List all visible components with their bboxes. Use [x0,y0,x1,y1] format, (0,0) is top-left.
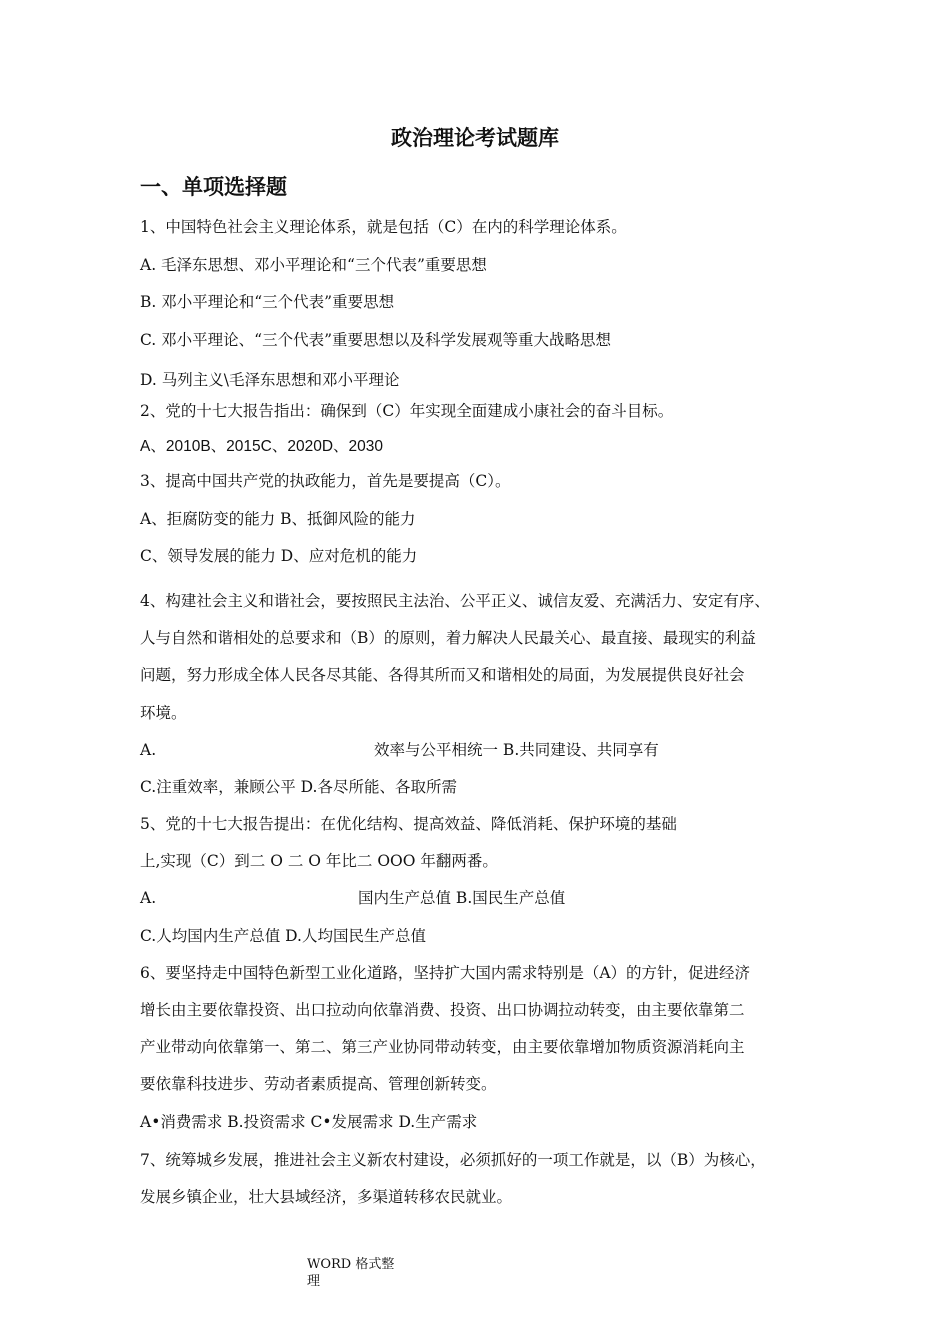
question-5-line-1: 5、党的十七大报告提出：在优化结构、提高效益、降低消耗、保护环境的基础 [140,815,677,833]
question-6-line-4: 要依靠科技进步、劳动者素质提高、管理创新转变。 [140,1075,497,1093]
q4-options-ab: 效率与公平相统一 B.共同建设、共同享有 [374,741,659,759]
question-6-line-1: 6、要坚持走中国特色新型工业化道路，坚持扩大国内需求特别是（A）的方针，促进经济 [140,964,751,982]
question-5-line-2: 上,实现（C）到二 O 二 O 年比二 OOO 年翻两番。 [140,852,498,870]
q1-option-a: A. 毛泽东思想、邓小平理论和“三个代表”重要思想 [140,256,487,274]
q6-options: A•消费需求 B.投资需求 C•发展需求 D.生产需求 [140,1113,478,1131]
section-heading: 一、单项选择题 [140,175,287,199]
q3-options-ab: A、拒腐防变的能力 B、抵御风险的能力 [140,510,416,528]
q1-option-c: C. 邓小平理论、“三个代表”重要思想以及科学发展观等重大战略思想 [140,331,612,349]
q4-option-a-marker: A. [140,741,157,759]
question-2-text: 2、党的十七大报告指出：确保到（C）年实现全面建成小康社会的奋斗目标。 [140,402,674,420]
q1-option-b: B. 邓小平理论和“三个代表”重要思想 [140,293,395,311]
question-1-text: 1、中国特色社会主义理论体系，就是包括（C）在内的科学理论体系。 [140,218,627,236]
q1-option-d: D. 马列主义\毛泽东思想和邓小平理论 [140,371,400,389]
footer-watermark-line-2: 理 [307,1274,321,1289]
question-6-line-2: 增长由主要依靠投资、出口拉动向依靠消费、投资、出口协调拉动转变，由主要依靠第二 [140,1001,745,1019]
q5-option-a-marker: A. [140,889,157,907]
page-title: 政治理论考试题库 [391,126,559,150]
question-4-line-3: 问题，努力形成全体人民各尽其能、各得其所而又和谐相处的局面，为发展提供良好社会 [140,666,745,684]
q5-options-ab: 国内生产总值 B.国民生产总值 [358,889,566,907]
question-4-line-2: 人与自然和谐相处的总要求和（B）的原则，着力解决人民最关心、最直接、最现实的利益 [140,629,756,647]
q3-options-cd: C、领导发展的能力 D、应对危机的能力 [140,547,418,565]
footer-watermark-line-1: WORD 格式整 [307,1257,395,1272]
question-6-line-3: 产业带动向依靠第一、第二、第三产业协同带动转变，由主要依靠增加物质资源消耗向主 [140,1038,745,1056]
q5-options-cd: C.人均国内生产总值 D.人均国民生产总值 [140,927,426,945]
question-3-text: 3、提高中国共产党的执政能力，首先是要提高（C）。 [140,472,511,490]
question-7-line-1: 7、统筹城乡发展，推进社会主义新农村建设，必须抓好的一项工作就是，以（B）为核心， [140,1151,766,1169]
question-7-line-2: 发展乡镇企业，壮大县域经济，多渠道转移农民就业。 [140,1188,513,1206]
question-4-line-1: 4、构建社会主义和谐社会，要按照民主法治、公平正义、诚信友爱、充满活力、安定有序、 [140,592,770,610]
question-4-line-4: 环境。 [140,704,187,722]
q4-options-cd: C.注重效率，兼顾公平 D.各尽所能、各取所需 [140,778,457,796]
q2-options: A、2010B、2015C、2020D、2030 [140,438,383,455]
